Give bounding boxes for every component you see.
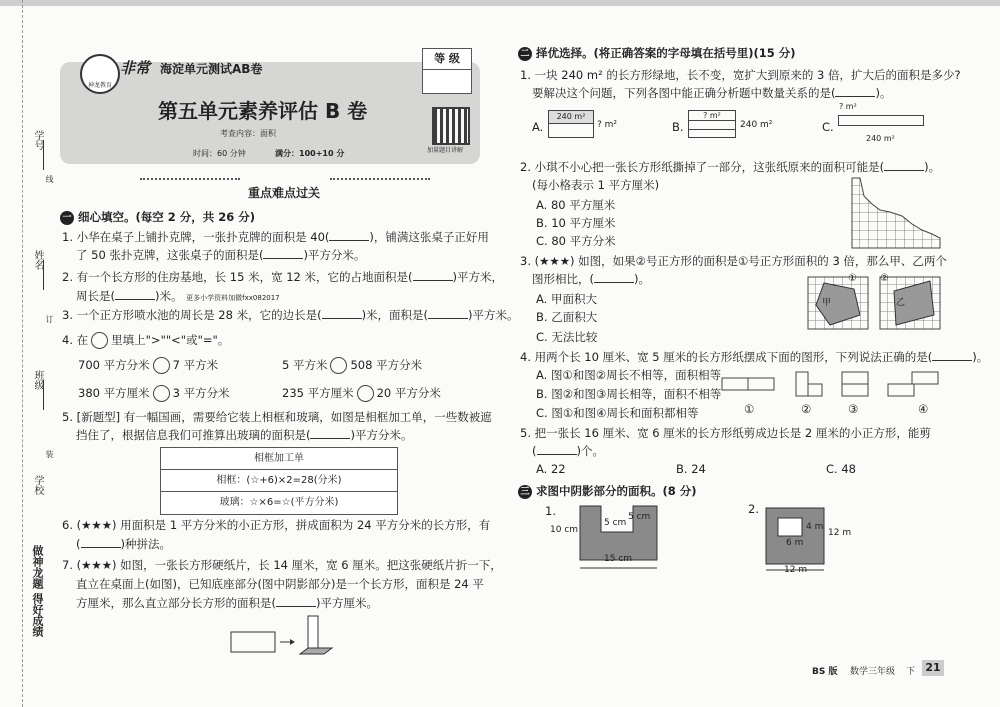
optA-label: A.	[532, 120, 544, 134]
publisher-logo: 神龙教育	[80, 54, 120, 94]
q5-line1: 5. [新题型] 有一幅国画，需要给它装上相框和玻璃，如图是相框加工单，一些数被遮	[62, 410, 492, 424]
s2q4-optA: A. 图①和图②周长不相等，面积相等	[536, 368, 722, 382]
bind-mount-char: 装	[45, 450, 54, 458]
fig1-width: 15 cm	[604, 554, 633, 564]
s2q3-line1: 3. (★★★) 如图，如果②号正方形的面积是①号正方形面积的 3 倍，那么甲、乙两个	[520, 254, 947, 268]
arrangement-4: ④	[918, 402, 929, 416]
rect-arrangements-figure	[718, 368, 944, 402]
s2q4-line1: 4. 用两个长 10 厘米、宽 5 厘米的长方形纸摆成下面的图形，下列说法正确的是( )。	[520, 350, 989, 364]
q3-line: 3. 一个正方形喷水池的周长是 28 米，它的边长是( )米，面积是( )平方米。	[62, 308, 519, 322]
binding-line	[22, 0, 24, 707]
s2q3-optC: C. 无法比较	[536, 330, 598, 344]
cmp-row2-right: 235 平方厘米 20 平方分米	[282, 386, 441, 400]
optB-figure: ? m²	[688, 110, 736, 138]
q6-line1: 6. (★★★) 用面积是 1 平方分米的小正方形，拼成面积为 24 平方分米的长方形，有	[62, 518, 491, 532]
fig2-hole-width: 6 m	[786, 538, 804, 548]
cmp-row1-right: 5 平方米 508 平方分米	[282, 358, 423, 372]
s2q4-optC: C. 图①和图④周长和面积都相等	[536, 406, 699, 420]
s2q1-line1: 1. 一块 240 m² 的长方形绿地，长不变，宽扩大到原来的 3 倍，扩大后的面积是多少?	[520, 68, 961, 82]
shape-yi: 乙	[896, 298, 906, 308]
footer-term: 下	[906, 667, 916, 677]
fig2-height: 12 m	[828, 528, 852, 538]
q2-line2: 周长是( )米。 更多小学资料加微fxx082017	[76, 289, 280, 303]
time-info: 时间：60 分钟	[193, 149, 246, 158]
s2q5-line1: 5. 把一张长 16 厘米、宽 6 厘米的长方形纸剪成边长是 2 厘米的小正方形，能剪	[520, 426, 931, 440]
cmp-row2-left: 380 平方厘米 3 平方分米	[78, 386, 230, 400]
arrangement-3: ③	[848, 402, 859, 416]
table-row-frame: 相框：(☆+6)×2=28(分米)	[161, 470, 397, 492]
s2q1-line2: 要解决这个问题，下列各图中能正确分析题中数量关系的是( )。	[532, 86, 892, 100]
optB-label: B.	[672, 120, 684, 134]
fig2-width: 12 m	[784, 565, 808, 575]
grade-label: 等 级	[423, 49, 471, 70]
footer-edition: BS 版	[812, 667, 838, 677]
arrangement-1: ①	[744, 402, 755, 416]
square-2-label: ②	[880, 273, 889, 284]
page-number: 21	[922, 660, 944, 676]
name-label: 姓名	[32, 250, 43, 270]
q7-line2: 直立在桌面上(如图)，已知底座部分(图中阴影部分)是一个长方形，面积是 24 平	[76, 577, 484, 591]
s2q5-optA: A. 22	[536, 462, 566, 476]
student-id-label: 学号	[32, 130, 43, 150]
compare-circle[interactable]	[153, 385, 170, 402]
arrangement-2: ②	[801, 402, 812, 416]
s2q5-line2: ( )个。	[532, 444, 604, 458]
section1-heading: 一 细心填空。(每空 2 分，共 26 分)	[60, 210, 255, 225]
section2-heading: 二 择优选择。(将正确答案的字母填在括号里)(15 分)	[518, 46, 796, 61]
s2q2-optB: B. 10 平方厘米	[536, 216, 616, 230]
q6-line2: ( )种拼法。	[76, 537, 171, 551]
s2q3-optB: B. 乙面积大	[536, 310, 598, 324]
s2q3-line2: 图形相比，( )。	[532, 272, 650, 286]
qr-note: 加量题目讲解	[427, 147, 464, 154]
optC-label: C.	[822, 120, 834, 134]
q5-line2: 挡住了，根据信息我们可推算出玻璃的面积是( )平方分米。	[76, 428, 413, 442]
optC-q: ? m²	[839, 102, 857, 111]
s2q2-line1: 2. 小琪不小心把一张长方形纸撕掉了一部分，这张纸原来的面积可能是( )。	[520, 160, 941, 174]
grade-box	[422, 48, 472, 94]
section3-number-icon: 三	[518, 485, 532, 499]
section3-heading: 三 求图中阴影部分的面积。(8 分)	[518, 484, 697, 499]
fig1-number: 1.	[545, 504, 556, 518]
compare-circle[interactable]	[153, 357, 170, 374]
q1-line2: 了 50 张扑克牌，这张桌子的面积是( )平方分米。	[76, 248, 366, 262]
frame-order-table	[160, 447, 398, 515]
section2-number-icon: 二	[518, 47, 532, 61]
top-band	[0, 0, 1000, 6]
optB-total: 240 m²	[740, 120, 773, 130]
class-label: 班级	[32, 370, 43, 390]
banner-title: 重点难点过关	[248, 186, 321, 200]
section1-number-icon: 一	[60, 211, 74, 225]
bind-line-char: 线	[45, 175, 54, 183]
square-1-label: ①	[848, 273, 857, 284]
shape-jia: 甲	[822, 298, 832, 308]
s2q2-optA: A. 80 平方厘米	[536, 198, 616, 212]
table-row-glass: 玻璃：☆×6=☆(平方分米)	[219, 497, 339, 508]
optC-total: 240 m²	[866, 134, 895, 143]
fig2-hole-height: 4 m	[806, 522, 824, 532]
page-title: 第五单元素养评估 B 卷	[158, 99, 368, 123]
content-note: 考查内容：面积	[220, 129, 276, 138]
table-title: 相框加工单	[161, 448, 397, 470]
cmp-row1-left: 700 平方分米 7 平方米	[78, 358, 219, 372]
fig1-notch-depth: 5 cm	[628, 512, 651, 522]
optC-figure	[838, 115, 924, 126]
optA-q: ? m²	[597, 120, 618, 130]
s2q2-line2: (每小格表示 1 平方厘米)	[532, 178, 660, 192]
s2q5-optB: B. 24	[676, 462, 706, 476]
footer-subject: 数学三年级	[850, 667, 896, 677]
fig2-number: 2.	[748, 502, 759, 516]
s2q3-optA: A. 甲面积大	[536, 292, 597, 306]
optA-figure: 240 m²	[548, 110, 594, 138]
qr-code	[432, 107, 470, 145]
compare-circle[interactable]	[330, 357, 347, 374]
q2-line1: 2. 有一个长方形的住房基地，长 15 米，宽 12 米，它的占地面积是( )平方米，	[62, 270, 503, 284]
brand-mark: 非常	[120, 59, 151, 77]
q1-line1: 1. 小华在桌子上铺扑克牌，一张扑克牌的面积是 40( )，铺满这张桌子正好用	[62, 230, 489, 244]
score-info: 满分：100+10 分	[275, 149, 345, 158]
s2q4-optB: B. 图②和图③周长相等，面积不相等	[536, 387, 722, 401]
q7-line3: 方厘米，那么直立部分长方形的面积是( )平方厘米。	[76, 596, 378, 610]
torn-paper-figure	[850, 176, 942, 250]
school-label: 学校	[32, 475, 43, 495]
compare-circle[interactable]	[357, 385, 374, 402]
q4-line: 4. 在 里填上">""<"或"="。	[62, 333, 230, 347]
fig1-notch-width: 5 cm	[604, 518, 627, 528]
series-title: 海淀单元测试AB卷	[160, 62, 263, 76]
slogan: 做神龙题 得好成绩	[31, 545, 44, 637]
bind-order-char: 订	[45, 315, 54, 323]
fold-figure	[228, 612, 338, 662]
s2q2-optC: C. 80 平方分米	[536, 234, 616, 248]
fig1-height: 10 cm	[550, 525, 579, 535]
s2q5-optC: C. 48	[826, 462, 856, 476]
q7-line1: 7. (★★★) 如图，一张长方形硬纸片，长 14 厘米，宽 6 厘米。把这张硬纸片折一下，	[62, 558, 502, 572]
